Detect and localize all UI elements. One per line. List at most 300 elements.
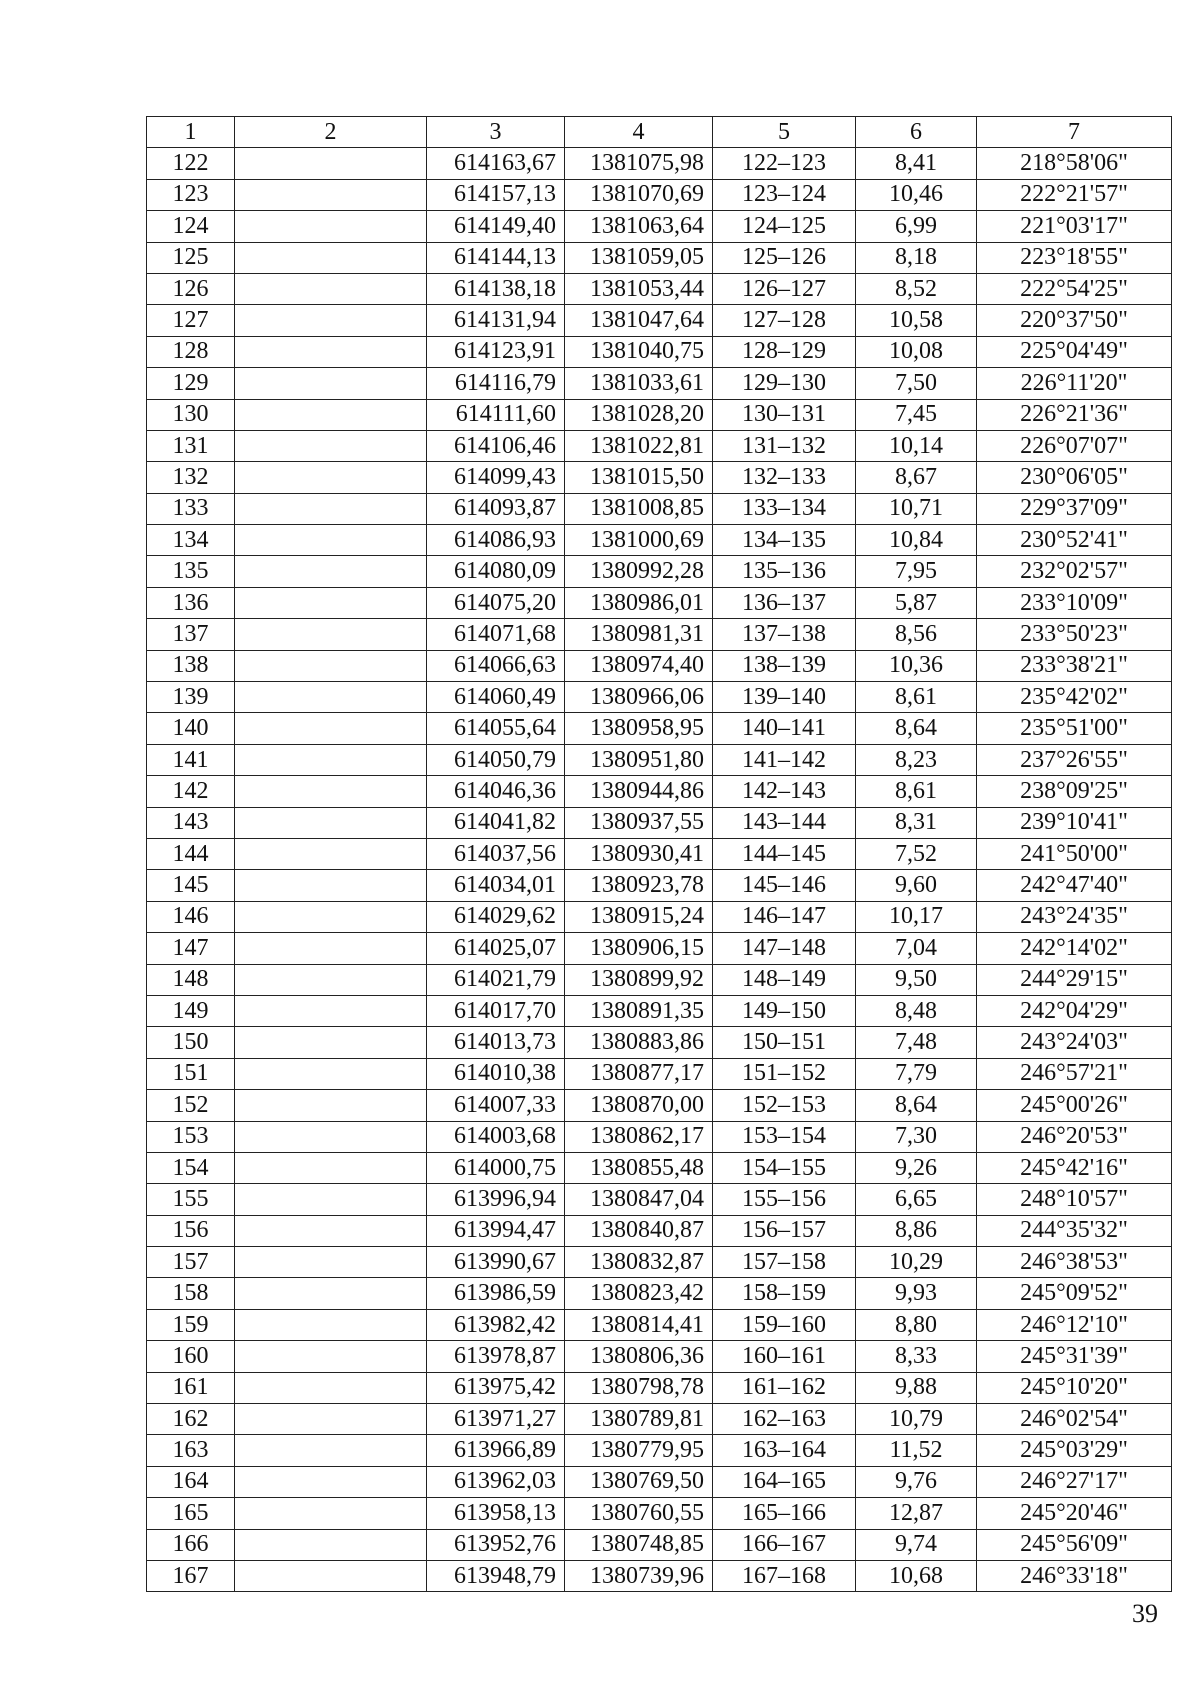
segment-cell: 158–159 [713,1278,856,1309]
point-number-cell: 123 [147,179,235,210]
y-coordinate-cell: 1380769,50 [565,1466,713,1497]
x-coordinate-cell: 614080,09 [427,556,565,587]
angle-cell: 235°42'02" [977,682,1172,713]
angle-cell: 220°37'50" [977,305,1172,336]
point-number-cell: 153 [147,1121,235,1152]
table-row [147,1309,1172,1340]
segment-cell: 125–126 [713,242,856,273]
point-number-cell: 132 [147,462,235,493]
description-cell [235,242,427,273]
x-coordinate-cell: 614050,79 [427,744,565,775]
segment-cell: 164–165 [713,1466,856,1497]
table-row [147,368,1172,399]
point-number-cell: 145 [147,870,235,901]
point-number-cell: 137 [147,619,235,650]
description-cell [235,430,427,461]
y-coordinate-cell: 1380944,86 [565,776,713,807]
segment-cell: 132–133 [713,462,856,493]
table-row [147,1027,1172,1058]
angle-cell: 226°07'07" [977,430,1172,461]
angle-cell: 221°03'17" [977,211,1172,242]
table-row [147,1215,1172,1246]
point-number-cell: 154 [147,1152,235,1183]
description-cell [235,1341,427,1372]
table-row [147,1372,1172,1403]
column-header: 2 [235,117,427,148]
column-header: 3 [427,117,565,148]
length-cell: 7,48 [856,1027,977,1058]
column-header: 6 [856,117,977,148]
length-cell: 5,87 [856,587,977,618]
x-coordinate-cell: 614013,73 [427,1027,565,1058]
point-number-cell: 131 [147,430,235,461]
length-cell: 8,56 [856,619,977,650]
point-number-cell: 155 [147,1184,235,1215]
length-cell: 7,04 [856,933,977,964]
length-cell: 10,14 [856,430,977,461]
table-row [147,556,1172,587]
angle-cell: 243°24'35" [977,901,1172,932]
angle-cell: 226°21'36" [977,399,1172,430]
description-cell [235,1090,427,1121]
table-row [147,1152,1172,1183]
x-coordinate-cell: 614017,70 [427,995,565,1026]
x-coordinate-cell: 613952,76 [427,1529,565,1560]
y-coordinate-cell: 1380951,80 [565,744,713,775]
segment-cell: 160–161 [713,1341,856,1372]
length-cell: 8,52 [856,273,977,304]
angle-cell: 243°24'03" [977,1027,1172,1058]
x-coordinate-cell: 614000,75 [427,1152,565,1183]
x-coordinate-cell: 614034,01 [427,870,565,901]
description-cell [235,1247,427,1278]
length-cell: 8,67 [856,462,977,493]
point-number-cell: 129 [147,368,235,399]
x-coordinate-cell: 613958,13 [427,1498,565,1529]
x-coordinate-cell: 614086,93 [427,525,565,556]
segment-cell: 144–145 [713,838,856,869]
segment-cell: 163–164 [713,1435,856,1466]
angle-cell: 246°20'53" [977,1121,1172,1152]
point-number-cell: 162 [147,1404,235,1435]
x-coordinate-cell: 613994,47 [427,1215,565,1246]
y-coordinate-cell: 1381008,85 [565,493,713,524]
x-coordinate-cell: 614007,33 [427,1090,565,1121]
segment-cell: 167–168 [713,1560,856,1591]
segment-cell: 135–136 [713,556,856,587]
angle-cell: 232°02'57" [977,556,1172,587]
point-number-cell: 143 [147,807,235,838]
segment-cell: 134–135 [713,525,856,556]
description-cell [235,838,427,869]
y-coordinate-cell: 1381053,44 [565,273,713,304]
x-coordinate-cell: 614021,79 [427,964,565,995]
angle-cell: 244°29'15" [977,964,1172,995]
y-coordinate-cell: 1380915,24 [565,901,713,932]
y-coordinate-cell: 1381033,61 [565,368,713,399]
description-cell [235,744,427,775]
description-cell [235,493,427,524]
angle-cell: 223°18'55" [977,242,1172,273]
angle-cell: 222°54'25" [977,273,1172,304]
description-cell [235,1404,427,1435]
description-cell [235,1435,427,1466]
length-cell: 9,93 [856,1278,977,1309]
angle-cell: 235°51'00" [977,713,1172,744]
segment-cell: 148–149 [713,964,856,995]
column-header: 1 [147,117,235,148]
segment-cell: 136–137 [713,587,856,618]
table-row [147,619,1172,650]
segment-cell: 149–150 [713,995,856,1026]
angle-cell: 245°20'46" [977,1498,1172,1529]
y-coordinate-cell: 1381075,98 [565,148,713,179]
point-number-cell: 141 [147,744,235,775]
y-coordinate-cell: 1380798,78 [565,1372,713,1403]
point-number-cell: 166 [147,1529,235,1560]
table-row [147,682,1172,713]
point-number-cell: 156 [147,1215,235,1246]
segment-cell: 137–138 [713,619,856,650]
length-cell: 8,86 [856,1215,977,1246]
table-row [147,179,1172,210]
angle-cell: 233°10'09" [977,587,1172,618]
x-coordinate-cell: 614025,07 [427,933,565,964]
table-row [147,1435,1172,1466]
angle-cell: 246°12'10" [977,1309,1172,1340]
angle-cell: 242°47'40" [977,870,1172,901]
point-number-cell: 133 [147,493,235,524]
length-cell: 9,76 [856,1466,977,1497]
description-cell [235,273,427,304]
description-cell [235,1278,427,1309]
x-coordinate-cell: 614106,46 [427,430,565,461]
point-number-cell: 158 [147,1278,235,1309]
point-number-cell: 128 [147,336,235,367]
x-coordinate-cell: 614060,49 [427,682,565,713]
length-cell: 9,26 [856,1152,977,1183]
segment-cell: 129–130 [713,368,856,399]
table-row [147,242,1172,273]
length-cell: 10,29 [856,1247,977,1278]
segment-cell: 145–146 [713,870,856,901]
description-cell [235,682,427,713]
x-coordinate-cell: 614071,68 [427,619,565,650]
table-row [147,1278,1172,1309]
angle-cell: 218°58'06" [977,148,1172,179]
table-row [147,650,1172,681]
header-row [147,117,1172,148]
angle-cell: 226°11'20" [977,368,1172,399]
y-coordinate-cell: 1380847,04 [565,1184,713,1215]
point-number-cell: 138 [147,650,235,681]
x-coordinate-cell: 614003,68 [427,1121,565,1152]
x-coordinate-cell: 614163,67 [427,148,565,179]
point-number-cell: 139 [147,682,235,713]
segment-cell: 152–153 [713,1090,856,1121]
description-cell [235,1466,427,1497]
description-cell [235,1215,427,1246]
x-coordinate-cell: 613975,42 [427,1372,565,1403]
y-coordinate-cell: 1380823,42 [565,1278,713,1309]
table-row [147,995,1172,1026]
description-cell [235,995,427,1026]
description-cell [235,462,427,493]
y-coordinate-cell: 1380930,41 [565,838,713,869]
y-coordinate-cell: 1380906,15 [565,933,713,964]
length-cell: 9,60 [856,870,977,901]
length-cell: 9,88 [856,1372,977,1403]
description-cell [235,336,427,367]
length-cell: 8,31 [856,807,977,838]
length-cell: 9,74 [856,1529,977,1560]
table-row [147,870,1172,901]
table-row [147,901,1172,932]
segment-cell: 166–167 [713,1529,856,1560]
table-row [147,148,1172,179]
length-cell: 10,36 [856,650,977,681]
point-number-cell: 134 [147,525,235,556]
y-coordinate-cell: 1380899,92 [565,964,713,995]
description-cell [235,1372,427,1403]
description-cell [235,211,427,242]
y-coordinate-cell: 1380923,78 [565,870,713,901]
description-cell [235,1058,427,1089]
y-coordinate-cell: 1380806,36 [565,1341,713,1372]
point-number-cell: 124 [147,211,235,242]
x-coordinate-cell: 614111,60 [427,399,565,430]
page-number: 39 [1132,1599,1158,1628]
table-row [147,933,1172,964]
description-cell [235,1498,427,1529]
length-cell: 7,45 [856,399,977,430]
x-coordinate-cell: 614055,64 [427,713,565,744]
length-cell: 8,23 [856,744,977,775]
table-row [147,1341,1172,1372]
length-cell: 10,68 [856,1560,977,1591]
column-header: 4 [565,117,713,148]
segment-cell: 123–124 [713,179,856,210]
point-number-cell: 140 [147,713,235,744]
point-number-cell: 165 [147,1498,235,1529]
angle-cell: 245°31'39" [977,1341,1172,1372]
point-number-cell: 142 [147,776,235,807]
point-number-cell: 146 [147,901,235,932]
table-row [147,1090,1172,1121]
segment-cell: 130–131 [713,399,856,430]
description-cell [235,964,427,995]
length-cell: 9,50 [856,964,977,995]
y-coordinate-cell: 1380779,95 [565,1435,713,1466]
length-cell: 12,87 [856,1498,977,1529]
length-cell: 8,41 [856,148,977,179]
point-number-cell: 125 [147,242,235,273]
point-number-cell: 135 [147,556,235,587]
angle-cell: 246°27'17" [977,1466,1172,1497]
x-coordinate-cell: 614010,38 [427,1058,565,1089]
y-coordinate-cell: 1380877,17 [565,1058,713,1089]
x-coordinate-cell: 614149,40 [427,211,565,242]
segment-cell: 157–158 [713,1247,856,1278]
y-coordinate-cell: 1381022,81 [565,430,713,461]
angle-cell: 246°02'54" [977,1404,1172,1435]
angle-cell: 233°50'23" [977,619,1172,650]
angle-cell: 239°10'41" [977,807,1172,838]
segment-cell: 124–125 [713,211,856,242]
description-cell [235,933,427,964]
angle-cell: 241°50'00" [977,838,1172,869]
length-cell: 10,71 [856,493,977,524]
description-cell [235,148,427,179]
length-cell: 6,99 [856,211,977,242]
description-cell [235,901,427,932]
y-coordinate-cell: 1380891,35 [565,995,713,1026]
description-cell [235,1529,427,1560]
x-coordinate-cell: 614157,13 [427,179,565,210]
segment-cell: 122–123 [713,148,856,179]
y-coordinate-cell: 1380937,55 [565,807,713,838]
angle-cell: 238°09'25" [977,776,1172,807]
description-cell [235,713,427,744]
x-coordinate-cell: 614066,63 [427,650,565,681]
column-header: 7 [977,117,1172,148]
length-cell: 8,33 [856,1341,977,1372]
segment-cell: 131–132 [713,430,856,461]
x-coordinate-cell: 613948,79 [427,1560,565,1591]
point-number-cell: 136 [147,587,235,618]
segment-cell: 156–157 [713,1215,856,1246]
point-number-cell: 152 [147,1090,235,1121]
length-cell: 8,18 [856,242,977,273]
point-number-cell: 157 [147,1247,235,1278]
description-cell [235,807,427,838]
description-cell [235,368,427,399]
point-number-cell: 122 [147,148,235,179]
x-coordinate-cell: 614099,43 [427,462,565,493]
description-cell [235,399,427,430]
point-number-cell: 159 [147,1309,235,1340]
y-coordinate-cell: 1381070,69 [565,179,713,210]
point-number-cell: 149 [147,995,235,1026]
description-cell [235,619,427,650]
length-cell: 10,46 [856,179,977,210]
x-coordinate-cell: 614138,18 [427,273,565,304]
table-row [147,776,1172,807]
length-cell: 7,50 [856,368,977,399]
point-number-cell: 148 [147,964,235,995]
segment-cell: 127–128 [713,305,856,336]
x-coordinate-cell: 613996,94 [427,1184,565,1215]
point-number-cell: 144 [147,838,235,869]
description-cell [235,650,427,681]
description-cell [235,1027,427,1058]
angle-cell: 222°21'57" [977,179,1172,210]
angle-cell: 230°52'41" [977,525,1172,556]
segment-cell: 139–140 [713,682,856,713]
x-coordinate-cell: 613990,67 [427,1247,565,1278]
segment-cell: 162–163 [713,1404,856,1435]
point-number-cell: 160 [147,1341,235,1372]
y-coordinate-cell: 1380974,40 [565,650,713,681]
angle-cell: 237°26'55" [977,744,1172,775]
y-coordinate-cell: 1380760,55 [565,1498,713,1529]
y-coordinate-cell: 1381063,64 [565,211,713,242]
y-coordinate-cell: 1380739,96 [565,1560,713,1591]
table-row [147,1121,1172,1152]
description-cell [235,305,427,336]
table-row [147,1560,1172,1591]
description-cell [235,870,427,901]
table-row [147,273,1172,304]
segment-cell: 142–143 [713,776,856,807]
column-header: 5 [713,117,856,148]
segment-cell: 140–141 [713,713,856,744]
table-row [147,1466,1172,1497]
length-cell: 10,08 [856,336,977,367]
segment-cell: 155–156 [713,1184,856,1215]
angle-cell: 242°14'02" [977,933,1172,964]
point-number-cell: 130 [147,399,235,430]
table-row [147,399,1172,430]
segment-cell: 161–162 [713,1372,856,1403]
x-coordinate-cell: 614131,94 [427,305,565,336]
length-cell: 8,80 [856,1309,977,1340]
description-cell [235,1121,427,1152]
segment-cell: 126–127 [713,273,856,304]
description-cell [235,1309,427,1340]
length-cell: 7,30 [856,1121,977,1152]
point-number-cell: 127 [147,305,235,336]
length-cell: 8,64 [856,1090,977,1121]
description-cell [235,525,427,556]
coordinates-table-container [146,116,1172,1592]
segment-cell: 141–142 [713,744,856,775]
y-coordinate-cell: 1380855,48 [565,1152,713,1183]
x-coordinate-cell: 613978,87 [427,1341,565,1372]
segment-cell: 133–134 [713,493,856,524]
y-coordinate-cell: 1381028,20 [565,399,713,430]
angle-cell: 245°10'20" [977,1372,1172,1403]
angle-cell: 245°09'52" [977,1278,1172,1309]
point-number-cell: 164 [147,1466,235,1497]
table-row [147,211,1172,242]
table-row [147,587,1172,618]
description-cell [235,179,427,210]
y-coordinate-cell: 1381015,50 [565,462,713,493]
point-number-cell: 126 [147,273,235,304]
description-cell [235,1184,427,1215]
x-coordinate-cell: 613962,03 [427,1466,565,1497]
angle-cell: 225°04'49" [977,336,1172,367]
y-coordinate-cell: 1380966,06 [565,682,713,713]
y-coordinate-cell: 1380862,17 [565,1121,713,1152]
description-cell [235,556,427,587]
length-cell: 10,79 [856,1404,977,1435]
point-number-cell: 163 [147,1435,235,1466]
angle-cell: 246°33'18" [977,1560,1172,1591]
length-cell: 8,61 [856,682,977,713]
y-coordinate-cell: 1380992,28 [565,556,713,587]
y-coordinate-cell: 1381040,75 [565,336,713,367]
y-coordinate-cell: 1381047,64 [565,305,713,336]
table-row [147,807,1172,838]
point-number-cell: 161 [147,1372,235,1403]
y-coordinate-cell: 1380958,95 [565,713,713,744]
description-cell [235,776,427,807]
y-coordinate-cell: 1380814,41 [565,1309,713,1340]
x-coordinate-cell: 614144,13 [427,242,565,273]
segment-cell: 151–152 [713,1058,856,1089]
